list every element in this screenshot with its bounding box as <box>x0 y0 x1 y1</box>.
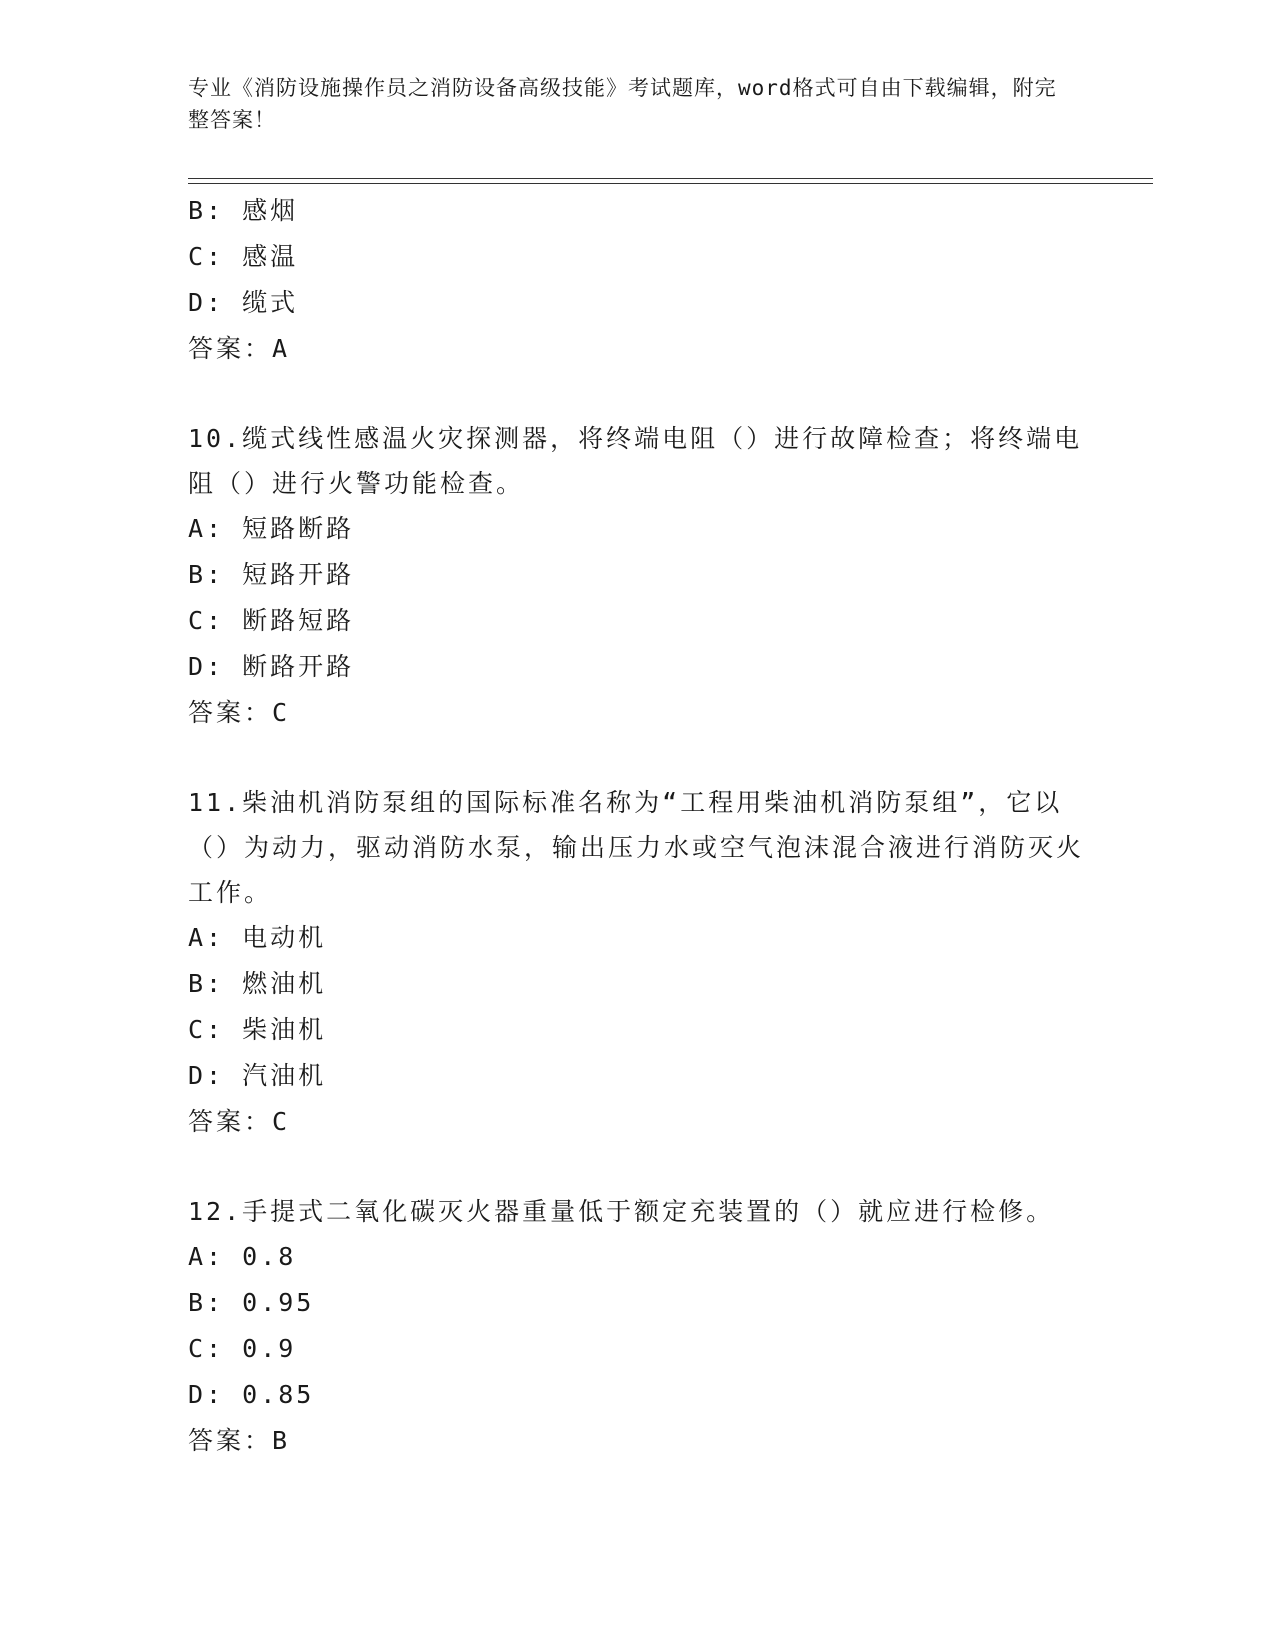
option-b: B: 感烟 <box>188 196 299 225</box>
question-text: 12.手提式二氧化碳灭火器重量低于额定充装置的（）就应进行检修。 <box>188 1197 1055 1226</box>
question-block-11 <box>188 780 1088 1145</box>
header-divider-bottom <box>188 183 1153 184</box>
option-d: D: 0.85 <box>188 1380 315 1409</box>
option-d: D: 汽油机 <box>188 1061 327 1090</box>
option-c: C: 断路短路 <box>188 606 355 635</box>
option-b: B: 短路开路 <box>188 560 355 589</box>
question-text: 10.缆式线性感温火灾探测器，将终端电阻（）进行故障检查；将终端电阻（）进行火警功能检查。 <box>188 424 1083 498</box>
page-header: 专业《消防设施操作员之消防设备高级技能》考试题库，word格式可自由下载编辑，附完整答案！ <box>188 76 1057 132</box>
answer: 答案：B <box>188 1426 291 1455</box>
option-d: D: 缆式 <box>188 288 299 317</box>
option-b: B: 0.95 <box>188 1288 315 1317</box>
question-block-12 <box>188 1189 1088 1464</box>
option-c: C: 柴油机 <box>188 1015 327 1044</box>
option-d: D: 断路开路 <box>188 652 355 681</box>
option-a: A: 0.8 <box>188 1242 297 1271</box>
option-a: A: 电动机 <box>188 923 327 952</box>
question-block-9-continued <box>188 188 1088 372</box>
answer: 答案：C <box>188 698 291 727</box>
document-body <box>188 188 1088 1464</box>
question-text: 11.柴油机消防泵组的国际标准名称为“工程用柴油机消防泵组”，它以（）为动力，驱动消防水泵，输出压力水或空气泡沫混合液进行消防灭火工作。 <box>188 788 1085 907</box>
option-c: C: 0.9 <box>188 1334 297 1363</box>
question-block-10 <box>188 416 1088 736</box>
answer: 答案：A <box>188 334 291 363</box>
header-divider-top <box>188 178 1153 179</box>
option-a: A: 短路断路 <box>188 514 355 543</box>
option-b: B: 燃油机 <box>188 969 327 998</box>
option-c: C: 感温 <box>188 242 299 271</box>
answer: 答案：C <box>188 1107 291 1136</box>
